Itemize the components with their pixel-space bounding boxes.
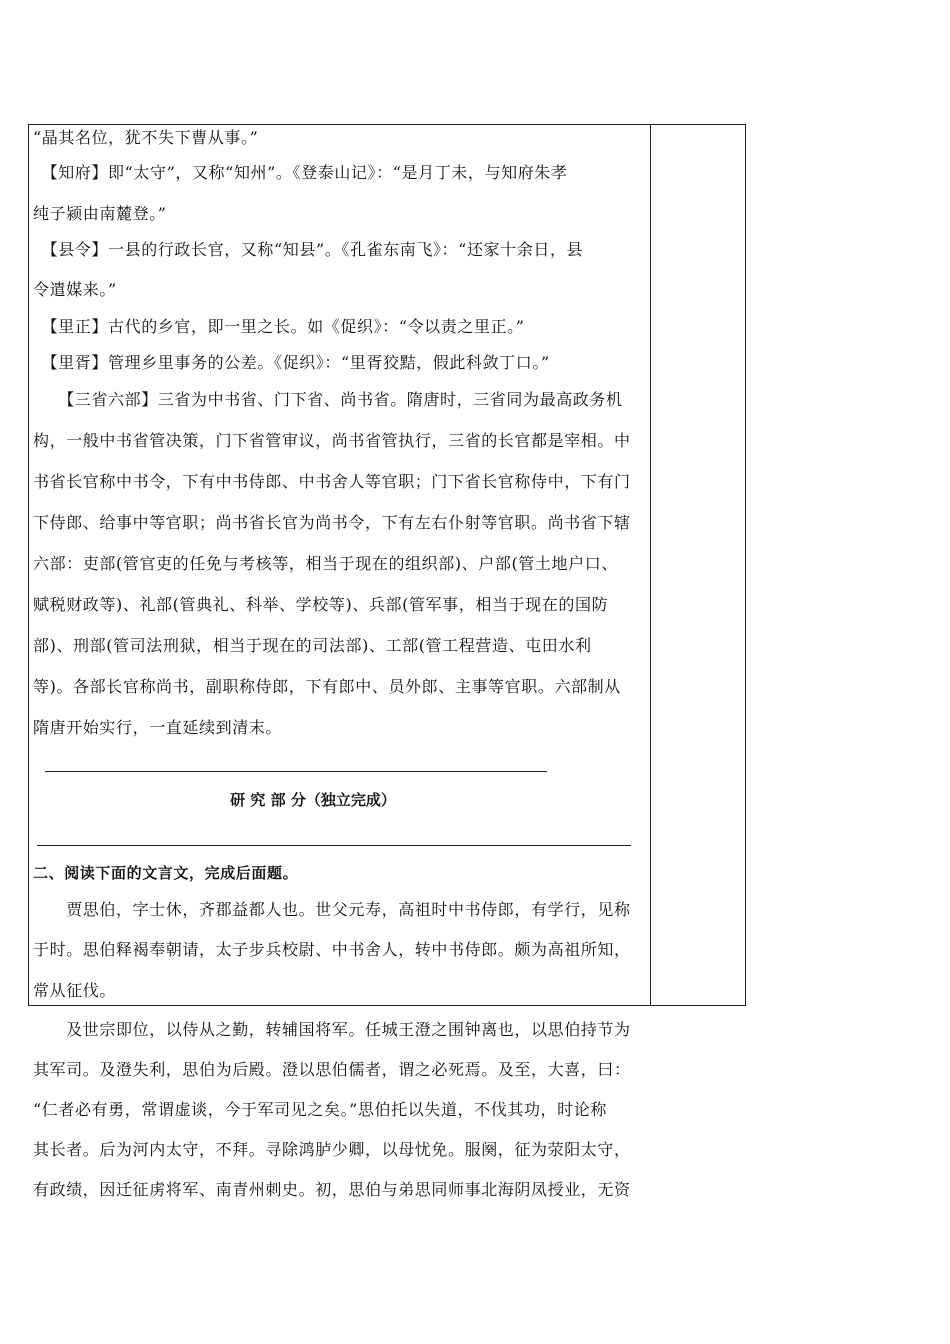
glossary-line: 构，一般中书省管决策，门下省管审议，尚书省管执行，三省的长官都是宰相。中 bbox=[33, 431, 631, 450]
glossary-line: 等)。各部长官称尚书，副职称侍郎，下有郎中、员外郎、主事等官职。六部制从 bbox=[33, 677, 621, 696]
passage-line: 于时。思伯释褐奉朝请，太子步兵校尉、中书舍人，转中书侍郎。颇为高祖所知， bbox=[33, 940, 631, 959]
glossary-line: 【三省六部】三省为中书省、门下省、尚书省。隋唐时，三省同为最高政务机 bbox=[33, 390, 623, 409]
research-section-title: 研 究 部 分（独立完成） bbox=[230, 791, 396, 809]
passage-line: 及世宗即位，以侍从之勤，转辅国将军。任城王澄之围钟离也，以思伯持节为 bbox=[33, 1020, 631, 1039]
passage-line: 有政绩，因迁征虏将军、南青州刺史。初，思伯与弟思同师事北海阴凤授业，无资 bbox=[33, 1180, 631, 1199]
column-divider bbox=[650, 124, 651, 1006]
glossary-line: 【里正】古代的乡官，即一里之长。如《促织》：“令以责之里正。” bbox=[33, 317, 525, 336]
glossary-line: 六部：吏部(管官吏的任免与考核等，相当于现在的组织部)、户部(管土地户口、 bbox=[33, 554, 618, 573]
glossary-line: 【知府】即“太守”，又称“知州”。《登泰山记》：“是月丁未，与知府朱孝 bbox=[33, 163, 568, 182]
divider-rule-bottom bbox=[37, 845, 631, 846]
glossary-line: 【县令】一县的行政长官，又称“知县”。《孔雀东南飞》：“还家十余日，县 bbox=[33, 240, 584, 259]
glossary-line: 下侍郎、给事中等官职；尚书省长官为尚书令，下有左右仆射等官职。尚书省下辖 bbox=[33, 513, 631, 532]
glossary-line: 隋唐开始实行，一直延续到清末。 bbox=[33, 718, 283, 737]
glossary-line: 赋税财政等)、礼部(管典礼、科举、学校等)、兵部(管军事，相当于现在的国防 bbox=[33, 595, 609, 614]
passage-line: 其长者。后为河内太守，不拜。寻除鸿胪少卿，以母忧免。服阕，征为荥阳太守， bbox=[33, 1140, 631, 1159]
glossary-line: 【里胥】管理乡里事务的公差。《促织》：“里胥狡黠，假此科敛丁口。” bbox=[33, 353, 550, 372]
glossary-line: 纯子颍由南麓登。” bbox=[33, 204, 167, 223]
main-content-cell bbox=[33, 124, 645, 1199]
passage-line: “仁者必有勇，常谓虚谈，今于军司见之矣。”思伯托以失道，不伐其功，时论称 bbox=[33, 1100, 607, 1119]
glossary-line: 书省长官称中书令，下有中书侍郎、中书舍人等官职；门下省长官称侍中，下有门 bbox=[33, 472, 631, 491]
glossary-line: “晶其名位，犹不失下曹从事。” bbox=[33, 128, 259, 147]
glossary-line: 令遣媒来。” bbox=[33, 280, 117, 299]
question-heading: 二、阅读下面的文言文，完成后面题。 bbox=[33, 864, 299, 882]
divider-rule-top bbox=[45, 771, 547, 772]
passage-line: 常从征伐。 bbox=[33, 981, 117, 1000]
passage-line: 其军司。及澄失利，思伯为后殿。澄以思伯儒者，谓之必死焉。及至，大喜，曰： bbox=[33, 1060, 631, 1079]
glossary-line: 部)、刑部(管司法刑狱，相当于现在的司法部)、工部(管工程营造、屯田水利 bbox=[33, 636, 592, 655]
passage-line: 贾思伯，字士休，齐郡益都人也。世父元寿，高祖时中书侍郎，有学行，见称 bbox=[33, 900, 631, 919]
